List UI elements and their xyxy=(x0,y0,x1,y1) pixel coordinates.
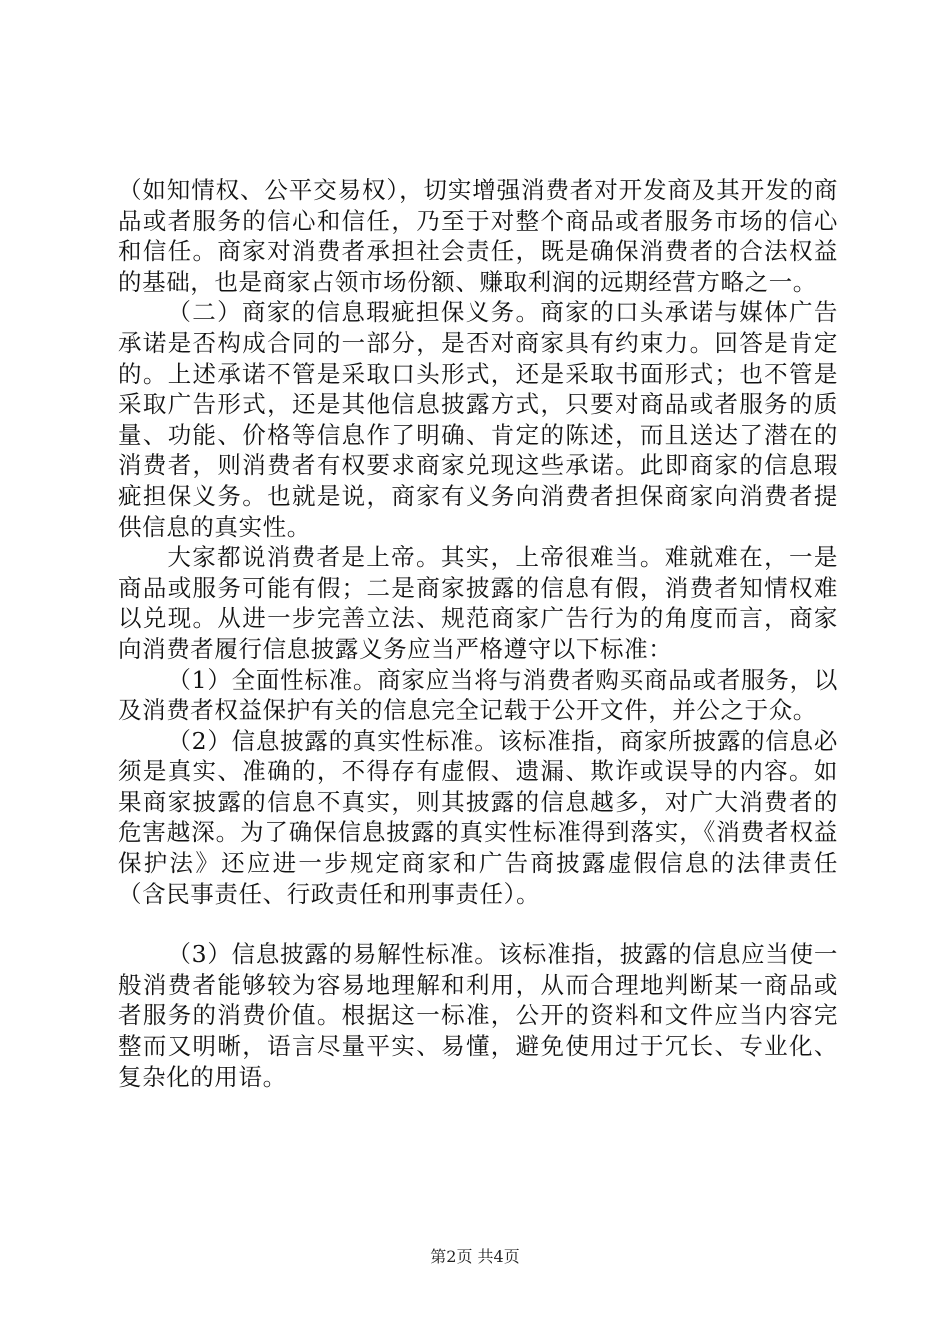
paragraph-standards-intro: 大家都说消费者是上帝。其实，上帝很难当。难就难在，一是商品或服务可能有假；二是商家披露的信息有假，消费者知情权难以兑现。从进一步完善立法、规范商家广告行为的角度而言，商家向消费者履行信息披露义务应当严格遵守以下标准： xyxy=(118,543,838,663)
paragraph-spacer xyxy=(118,909,838,939)
document-body xyxy=(118,175,838,1092)
paragraph-standard-3: （3）信息披露的易解性标准。该标准指，披露的信息应当使一般消费者能够较为容易地理解和利用，从而合理地判断某一商品或者服务的消费价值。根据这一标准，公开的资料和文件应当内容完整而又明晰，语言尽量平实、易懂，避免使用过于冗长、专业化、复杂化的用语。 xyxy=(118,940,838,1091)
paragraph-continuation: （如知情权、公平交易权），切实增强消费者对开发商及其开发的商品或者服务的信心和信任，乃至于对整个商品或者服务市场的信心和信任。商家对消费者承担社会责任，既是确保消费者的合法权益的基础，也是商家占领市场份额、赚取利润的远期经营方略之一。 xyxy=(118,176,838,296)
page-number-footer: 第2页 共4页 xyxy=(430,1247,520,1266)
paragraph-section-2: （二）商家的信息瑕疵担保义务。商家的口头承诺与媒体广告承诺是否构成合同的一部分，是否对商家具有约束力。回答是肯定的。上述承诺不管是采取口头形式，还是采取书面形式；也不管是采取广告形式，还是其他信息披露方式，只要对商品或者服务的质量、功能、价格等信息作了明确、肯定的陈述，而且送达了潜在的消费者，则消费者有权要求商家兑现这些承诺。此即商家的信息瑕疵担保义务。也就是说，商家有义务向消费者担保商家向消费者提供信息的真实性。 xyxy=(118,298,838,541)
paragraph-standard-1: （1）全面性标准。商家应当将与消费者购买商品或者服务，以及消费者权益保护有关的信息完全记载于公开文件，并公之于众。 xyxy=(118,665,838,725)
paragraph-standard-2: （2）信息披露的真实性标准。该标准指，商家所披露的信息必须是真实、准确的，不得存有虚假、遗漏、欺诈或误导的内容。如果商家披露的信息不真实，则其披露的信息越多，对广大消费者的危害越深。为了确保信息披露的真实性标准得到落实，《消费者权益保护法》还应进一步规定商家和广告商披露虚假信息的法律责任（含民事责任、行政责任和刑事责任）。 xyxy=(118,726,838,908)
